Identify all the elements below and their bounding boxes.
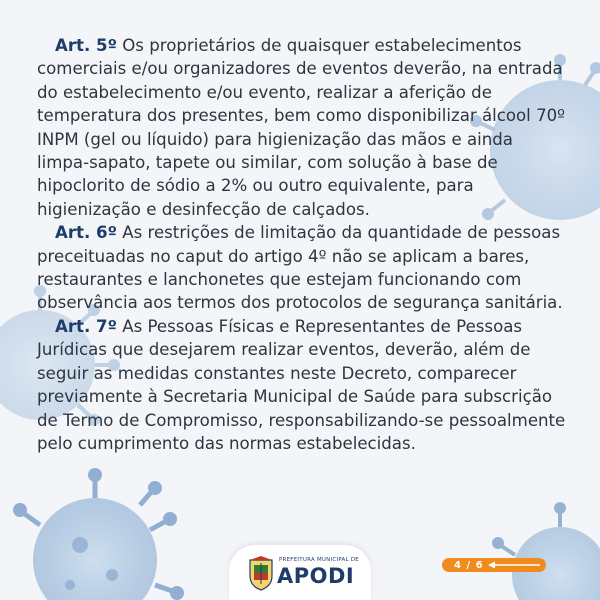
municipality-logo <box>229 545 371 600</box>
page-indicator <box>442 558 546 572</box>
article-6 <box>37 221 567 315</box>
article-text: As Pessoas Físicas e Representantes de Pessoas Jurídicas que desejarem realizar eventos, deverão, além de seguir as medidas constantes neste Decreto, comparecer previamente à Secretaria Municipal de Saúde para subscrição de Termo de Compromisso, responsabilizando-se pessoalmente pelo cumprimento das normas estabelecidas. <box>37 316 566 453</box>
article-text: As restrições de limitação da quantidade de pessoas preceituadas no caput do artigo 4º não se aplicam a bares, restaurantes e lanchonetes que estejam funcionando com observância aos termos dos protocolos de segurança sanitária. <box>37 223 563 313</box>
municipal-crest-icon <box>247 554 275 592</box>
page-indicator-label: 4 / 6 <box>454 559 484 571</box>
article-label: Art. 6º <box>55 223 117 243</box>
article-label: Art. 7º <box>55 316 117 336</box>
org-name: APODI <box>277 564 355 588</box>
article-5 <box>37 34 567 221</box>
org-subtitle: PREFEITURA MUNICIPAL DE <box>279 557 360 563</box>
virus-icon <box>492 502 600 600</box>
article-text: Os proprietários de quaisquer estabelecimentos comerciais e/ou organizadores de eventos deverão, na entrada do estabelecimento e/ou evento, realizar a aferição de temperatura dos presentes, bem como disponibilizar álcool 70º INPM (gel ou líquido) para higienização das mãos e ainda limpa-sapato, tapete ou similar, com solução à base de hipoclorito de sódio a 2% ou outro equivalente, para higienização e desinfecção de calçados. <box>37 36 566 219</box>
arrow-left-icon <box>488 561 540 569</box>
article-7 <box>37 315 567 455</box>
virus-icon <box>13 468 184 600</box>
article-label: Art. 5º <box>55 36 117 55</box>
decree-document <box>37 34 567 455</box>
